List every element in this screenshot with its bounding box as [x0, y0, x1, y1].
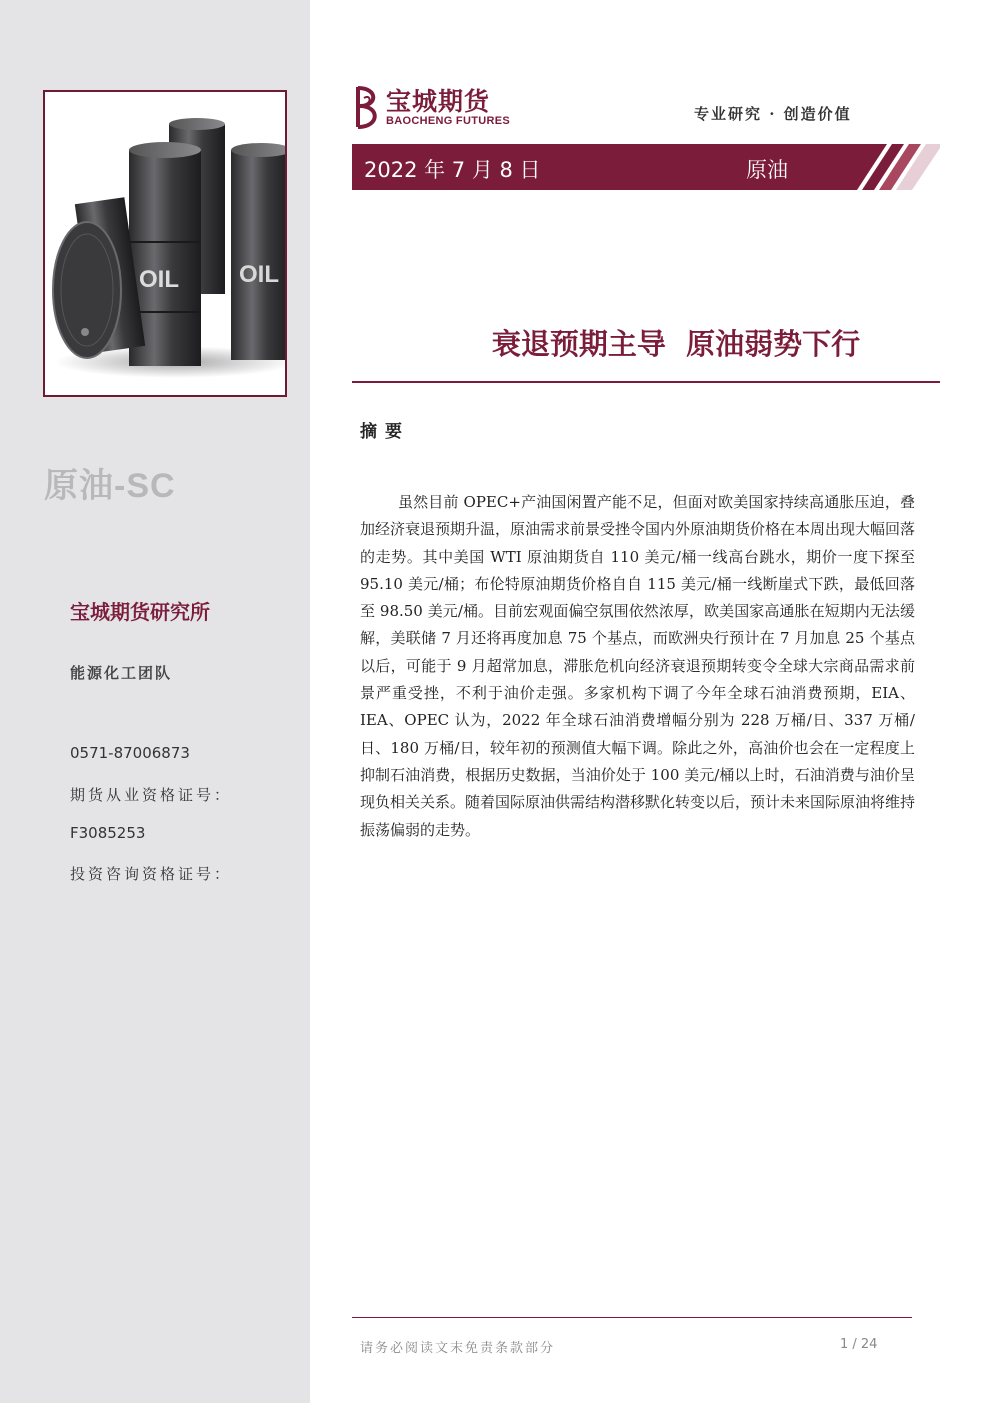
disclaimer-note: 请务必阅读文末免责条款部分 [360, 1341, 556, 1356]
report-title: 衰退预期主导 原油弱势下行 [491, 327, 861, 361]
consult-cert-label: 投资咨询资格证号： [70, 865, 233, 883]
abstract-heading: 摘要 [360, 422, 410, 442]
oil-barrels-illustration [45, 92, 285, 395]
futures-cert-label: 期货从业资格证号： [70, 786, 233, 804]
slogan: 专业研究 · 创造价值 [694, 105, 852, 123]
futures-cert-value: F3085253 [70, 824, 146, 842]
product-name: 原油-SC [44, 467, 176, 505]
team-name: 能源化工团队 [70, 664, 173, 682]
contact-phone: 0571-87006873 [70, 744, 190, 762]
page-number: 1 / 24 [840, 1337, 878, 1352]
barrel-label-middle: OIL [139, 266, 179, 293]
company-logo [352, 82, 532, 132]
logo-mark-icon [352, 84, 382, 130]
report-category: 原油 [746, 158, 788, 182]
logo-text-en: BAOCHENG FUTURES [386, 115, 510, 127]
institute-name: 宝城期货研究所 [70, 600, 210, 624]
barrel-label-right: OIL [239, 261, 279, 288]
logo-text-cn: 宝城期货 [386, 87, 491, 116]
report-date: 2022 年 7 月 8 日 [364, 158, 541, 182]
abstract-body: 虽然目前 OPEC+产油国闲置产能不足，但面对欧美国家持续高通胀压迫，叠加经济衰退预期升温，原油需求前景受挫令国内外原油期货价格在本周出现大幅回落的走势。其中美国 WTI 原油期货自 110 美元/桶一线高台跳水，期价一度下探至 95.10 美元/桶；布伦特原油期货价格自自 115 美元/桶一线断崖式下跌，最低回落至 98.50 美元/桶。目前宏观面偏空氛围依然浓厚，欧美国家高通胀在短期内无法缓解，美联储 7 月还将再度加息 75 个基点，而欧洲央行预计在 7 月加息 25 个基点以后，可能于 9 月超常加息，滞胀危机向经济衰退预期转变令全球大宗商品需求前景严重受挫，不利于油价走强。多家机构下调了今年全球石油消费预期，EIA、IEA、OPEC 认为，2022 年全球石油消费增幅分别为 228 万桶/日、337 万桶/日、180 万桶/日，较年初的预测值大幅下调。除此之外，高油价也会在一定程度上抑制石油消费，根据历史数据，当油价处于 100 美元/桶以上时，石油消费与油价呈现负相关关系。随着国际原油供需结构潜移默化转变以后，预计未来国际原油将维持振荡偏弱的走势。 [360, 493, 916, 839]
cover-image [43, 90, 287, 397]
footer-divider [352, 1317, 912, 1318]
title-divider [352, 381, 940, 383]
